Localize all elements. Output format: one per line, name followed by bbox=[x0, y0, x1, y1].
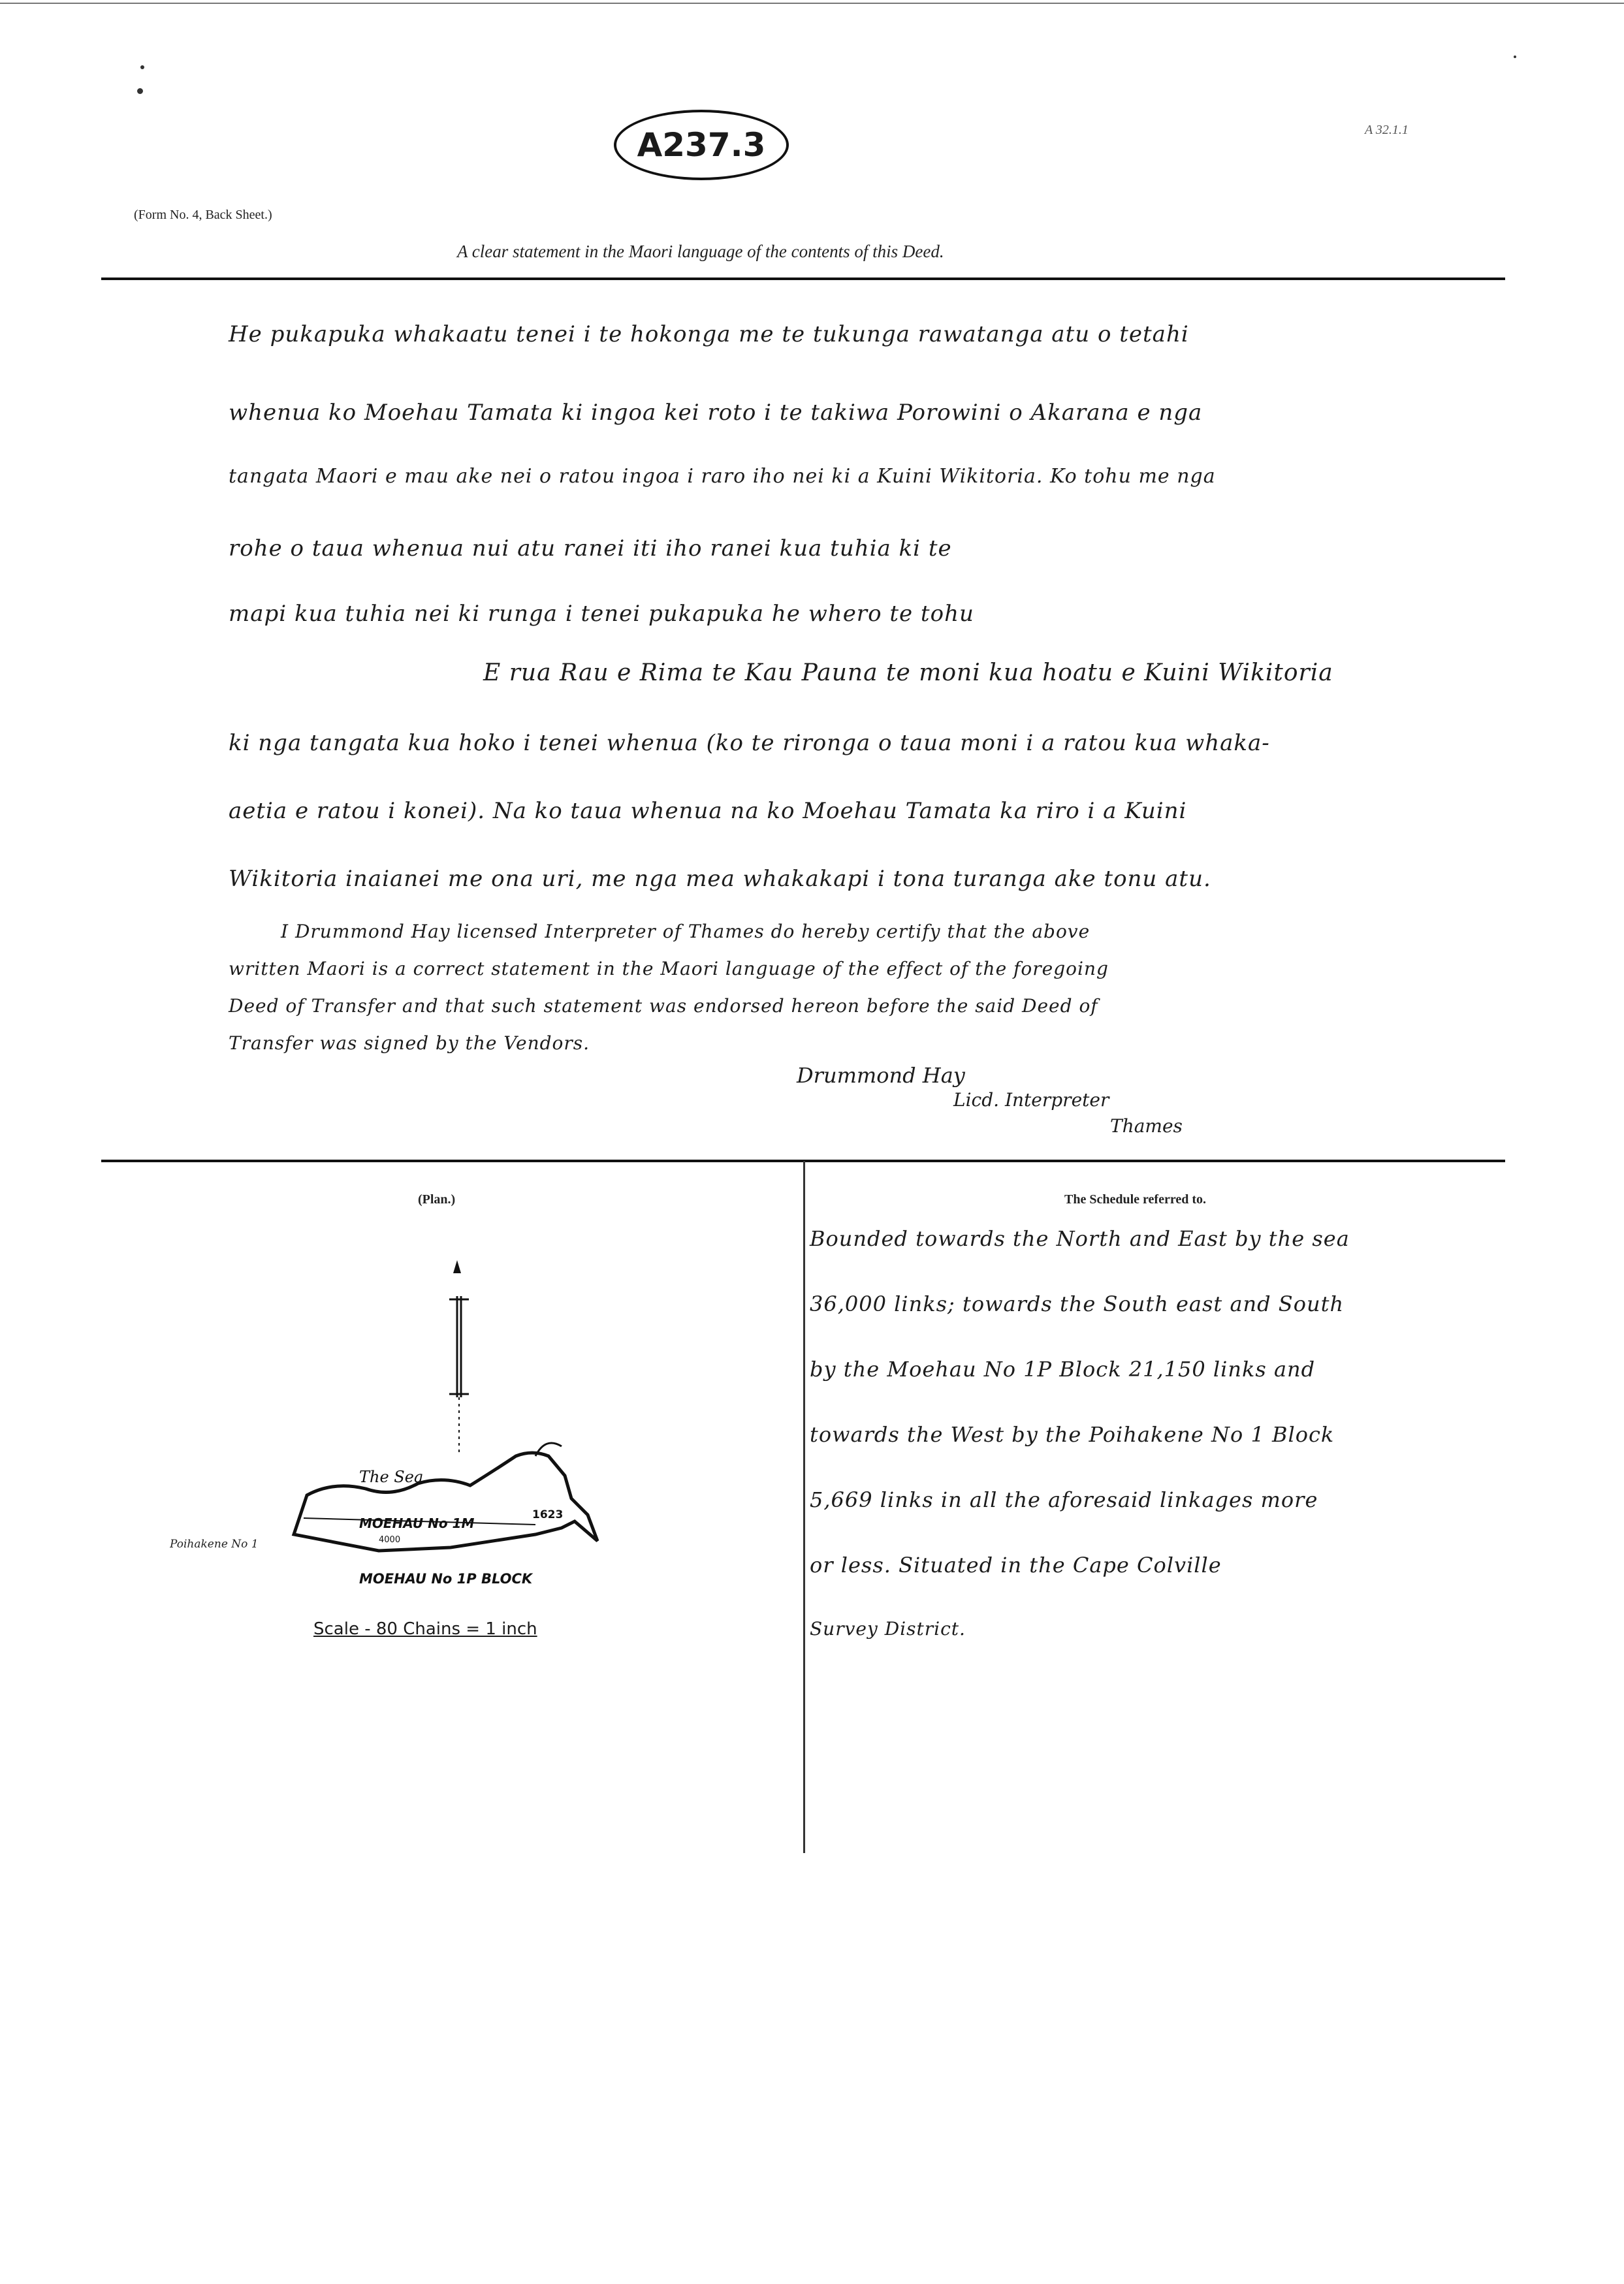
signature-title: Licd. Interpreter bbox=[953, 1089, 1109, 1111]
signature-place: Thames bbox=[1110, 1115, 1183, 1137]
maori-line: Wikitoria inaianei me ona uri, me nga mea whakakapi i tona turanga ake tonu atu. bbox=[229, 866, 1211, 892]
north-arrow-icon bbox=[449, 1260, 469, 1456]
certificate-line: Transfer was signed by the Vendors. bbox=[229, 1032, 590, 1054]
scan-speck bbox=[1514, 56, 1516, 58]
schedule-line: Bounded towards the North and East by the sea bbox=[810, 1226, 1350, 1251]
scan-speck bbox=[137, 88, 143, 94]
reference-mark: A 32.1.1 bbox=[1365, 123, 1409, 137]
column-divider bbox=[803, 1161, 805, 1853]
schedule-line: 36,000 links; towards the South east and South bbox=[810, 1292, 1345, 1316]
heading-rule bbox=[101, 278, 1505, 280]
page-heading: A clear statement in the Maori language of the contents of this Deed. bbox=[457, 242, 944, 261]
schedule-line: Survey District. bbox=[810, 1618, 966, 1640]
maori-line: tangata Maori e mau ake nei o ratou ingoa i raro iho nei ki a Kuini Wikitoria. Ko tohu me nga bbox=[229, 465, 1216, 488]
page-top-edge bbox=[0, 3, 1624, 4]
maori-line: He pukapuka whakaatu tenei i te hokonga me te tukunga rawatanga atu o tetahi bbox=[229, 321, 1189, 347]
schedule-line: or less. Situated in the Cape Colville bbox=[810, 1553, 1222, 1578]
plan-area-label: 4000 bbox=[379, 1535, 401, 1545]
schedule-line: 5,669 links in all the aforesaid linkages more bbox=[810, 1487, 1318, 1512]
plan-area-label-right: 1623 bbox=[532, 1508, 564, 1521]
certificate-line: written Maori is a correct statement in the Maori language of the effect of the foregoing bbox=[229, 958, 1109, 979]
reference-stamp: A237.3 bbox=[614, 110, 789, 180]
signature-name: Drummond Hay bbox=[797, 1063, 965, 1088]
scan-speck bbox=[140, 65, 144, 69]
maori-line: whenua ko Moehau Tamata ki ingoa kei roto i te takiwa Porowini o Akarana e nga bbox=[229, 400, 1203, 426]
maori-line: E rua Rau e Rima te Kau Pauna te moni kua hoatu e Kuini Wikitoria bbox=[483, 659, 1333, 686]
plan-sea-label: The Sea bbox=[359, 1468, 424, 1486]
maori-line: ki nga tangata kua hoko i tenei whenua (ko te rironga o taua moni i a ratou kua whaka- bbox=[229, 730, 1270, 756]
plan-map bbox=[170, 1260, 640, 1626]
maori-line: aetia e ratou i konei). Na ko taua whenua na ko Moehau Tamata ka riro i a Kuini bbox=[229, 798, 1187, 824]
schedule-line: by the Moehau No 1P Block 21,150 links and bbox=[810, 1357, 1316, 1382]
plan-block-label: MOEHAU No 1M bbox=[359, 1515, 475, 1531]
plan-block-below: MOEHAU No 1P BLOCK bbox=[359, 1571, 533, 1587]
moehau-block-outline bbox=[294, 1443, 597, 1551]
schedule-title: The Schedule referred to. bbox=[1064, 1192, 1207, 1207]
plan-left-label: Poihakene No 1 bbox=[170, 1538, 259, 1551]
plan-scale: Scale - 80 Chains = 1 inch bbox=[313, 1619, 537, 1639]
certificate-line: Deed of Transfer and that such statement was endorsed hereon before the said Deed of bbox=[229, 995, 1098, 1017]
certificate-line: I Drummond Hay licensed Interpreter of Thames do hereby certify that the above bbox=[281, 921, 1091, 942]
plan-title: (Plan.) bbox=[418, 1192, 456, 1207]
maori-line: mapi kua tuhia nei ki runga i tenei pukapuka he whero te tohu bbox=[229, 601, 974, 627]
maori-line: rohe o taua whenua nui atu ranei iti iho ranei kua tuhia ki te bbox=[229, 535, 952, 562]
schedule-line: towards the West by the Poihakene No 1 Block bbox=[810, 1422, 1335, 1447]
form-label: (Form No. 4, Back Sheet.) bbox=[134, 208, 272, 222]
